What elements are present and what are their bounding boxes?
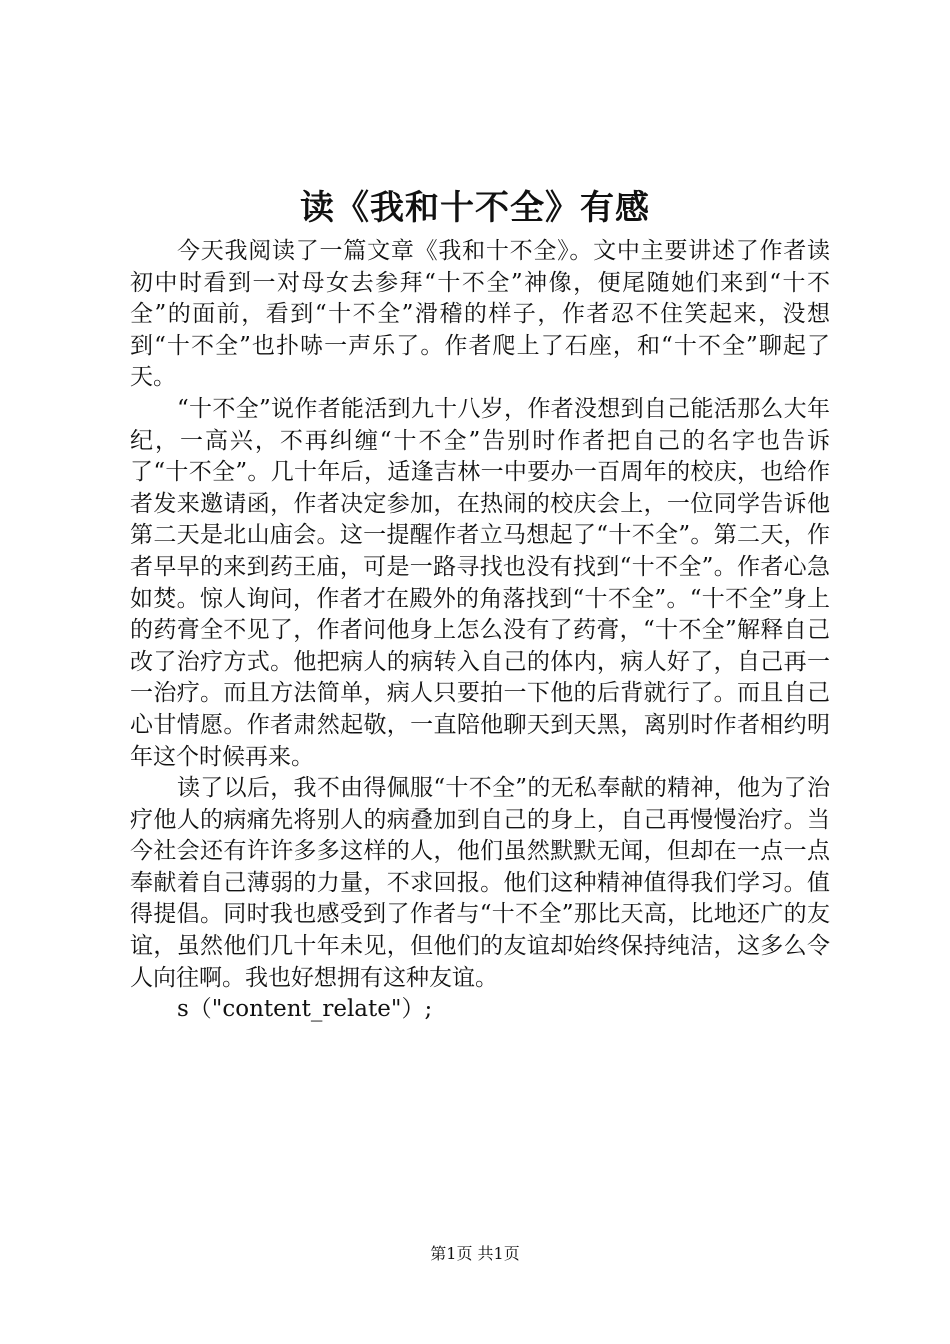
paragraph: 读了以后，我不由得佩服“十不全”的无私奉献的精神，他为了治疗他人的病痛先将别人的病叠加到自己的身上，自己再慢慢治疗。当今社会还有许许多多这样的人，他们虽然默默无闻，但却在一点一点奉献着自己薄弱的力量，不求回报。他们这种精神值得我们学习。值得提倡。同时我也感受到了作者与“十不全”那比天高，比地还广的友谊，虽然他们几十年未见，但他们的友谊却始终保持纯洁，这多么令人向往啊。我也好想拥有这种友谊。 [130,775,830,991]
document-body [130,236,830,1026]
page-footer: 第1页 共1页 [430,1244,520,1263]
paragraph: “十不全”说作者能活到九十八岁，作者没想到自己能活那么大年纪，一高兴，不再纠缠“十不全”告别时作者把自己的名字也告诉了“十不全”。几十年后，适逢吉林一中要办一百周年的校庆，也给作者发来邀请函，作者决定参加，在热闹的校庆会上，一位同学告诉他第二天是北山庙会。这一提醒作者立马想起了“十不全”。第二天，作者早早的来到药王庙，可是一路寻找也没有找到“十不全”。作者心急如焚。惊人询问，作者才在殿外的角落找到“十不全”。“十不全”身上的药膏全不见了，作者问他身上怎么没有了药膏，“十不全”解释自己改了治疗方式。他把病人的病转入自己的体内，病人好了，自己再一一治疗。而且方法简单，病人只要拍一下他的后背就行了。而且自己心甘情愿。作者肃然起敬，一直陪他聊天到天黑，离别时作者相约明年这个时候再来。 [130,395,830,770]
paragraph: 今天我阅读了一篇文章《我和十不全》。文中主要讲述了作者读初中时看到一对母女去参拜“十不全”神像，便尾随她们来到“十不全”的面前，看到“十不全”滑稽的样子，作者忍不住笑起来，没想到“十不全”也扑哧一声乐了。作者爬上了石座，和“十不全”聊起了天。 [130,238,830,391]
document-title: 读《我和十不全》有感 [300,188,650,228]
script-residue-line: s（"content_relate"）; [177,996,433,1023]
